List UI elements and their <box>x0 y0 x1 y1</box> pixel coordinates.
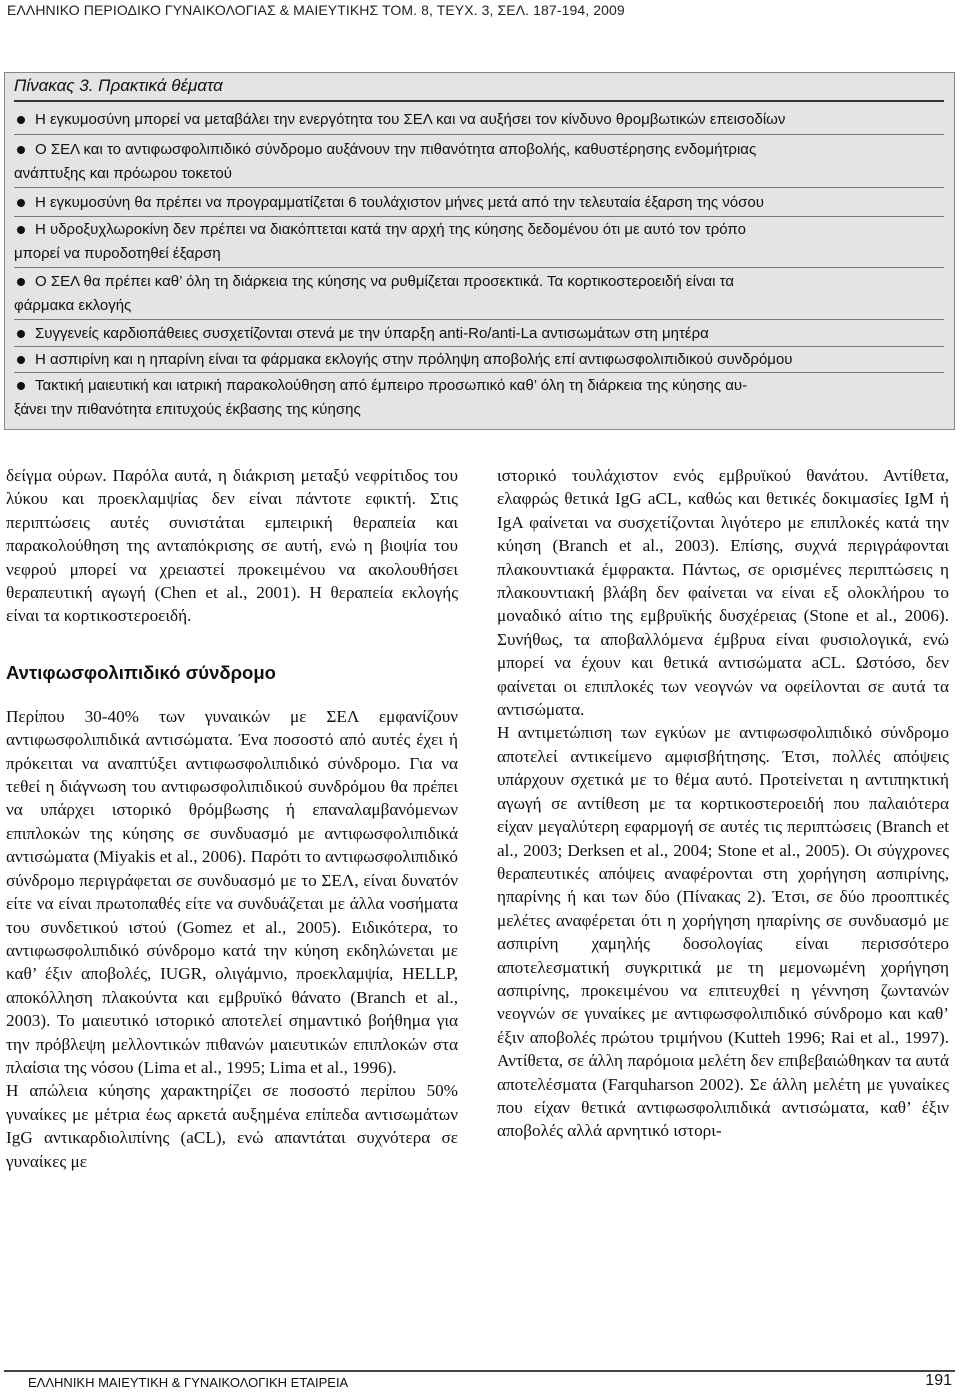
table-row-rule <box>14 319 944 320</box>
table-item: Ο ΣΕΛ θα πρέπει καθ’ όλη τη διάρκεια της κύησης να ρυθμίζεται προσεκτικά. Τα κορτικοστεροειδή είναι τα <box>14 270 942 294</box>
table-item-continuation: μπορεί να πυροδοτηθεί έξαρση <box>14 245 221 262</box>
bullet-icon <box>17 116 25 124</box>
left-column <box>6 464 458 1173</box>
table-row-rule <box>14 187 944 188</box>
footer-rule <box>4 1370 955 1372</box>
bullet-icon <box>17 199 25 207</box>
page-number: 191 <box>925 1372 952 1389</box>
table-row-rule <box>14 372 944 373</box>
table-item-continuation: φάρμακα εκλογής <box>14 297 132 314</box>
bullet-icon <box>17 356 25 364</box>
table-item: Η ασπιρίνη και η ηπαρίνη είναι τα φάρμακα εκλογής στην πρόληψη αποβολής επί αντιφωσφολιπιδικού συνδρόμου <box>14 348 942 372</box>
right-column <box>497 464 949 1143</box>
bullet-icon <box>17 146 25 154</box>
section-heading: Αντιφωσφολιπιδικό σύνδρομο <box>6 661 276 683</box>
footer-society: ΕΛΛΗΝΙΚΗ ΜΑΙΕΥΤΙΚΗ & ΓΥΝΑΙΚΟΛΟΓΙΚΗ ΕΤΑΙΡΕΙΑ <box>28 1375 349 1390</box>
body-paragraph: Η απώλεια κύησης χαρακτηρίζει σε ποσοστό περίπου 50% γυναίκες με μέτρια έως αρκετά αυξημένα επίπεδα αντισωμάτων IgG αντικαρδιολιπίνης (aCL), ενώ απαντάται συχνότερα σε γυναίκες με <box>6 1081 458 1171</box>
table-row-rule <box>14 346 944 347</box>
table-item: Η υδροξυχλωροκίνη δεν πρέπει να διακόπτεται κατά την αρχή της κύησης δεδομένου ότι με αυτό τον τρόπο <box>14 218 942 242</box>
running-head: ΕΛΛΗΝΙΚΟ ΠΕΡΙΟΔΙΚΟ ΓΥΝΑΙΚΟΛΟΓΙΑΣ & ΜΑΙΕΥΤΙΚΗΣ ΤΟΜ. 8, ΤΕΥΧ. 3, ΣΕΛ. 187-194, 2009 <box>7 2 625 18</box>
table-item: Τακτική μαιευτική και ιατρική παρακολούθηση από έμπειρο προσωπικό καθ’ όλη τη διάρκεια της κύησης αυ- <box>14 374 942 398</box>
table-top-rule <box>14 100 944 102</box>
bullet-icon <box>17 278 25 286</box>
table-item: Η εγκυμοσύνη μπορεί να μεταβάλει την ενεργότητα του ΣΕΛ και να αυξήσει τον κίνδυνο θρομβωτικών επεισοδίων <box>14 108 942 132</box>
bullet-icon <box>17 382 25 390</box>
body-paragraph: Η αντιμετώπιση των εγκύων με αντιφωσφολιπιδικό σύνδρομο αποτελεί αντικείμενο αμφισβήτησης. Έτσι, πολλές απόψεις υπάρχουν σχετικά με το θέμα αυτό. Προτείνεται η αντιπηκτική αγωγή σε αντίθεση με τα κορτικοστεροειδή που παλαιότερα είχαν μεγαλύτερη εφαρμογή σε αυτές τις περιπτώσεις (Branch et al., 2003; Derksen et al., 2004; Stone et al., 2005). Οι σύγχρονες θεραπευτικές απόψεις αναφέρονται στη χορήγηση ασπιρίνης, ηπαρίνης ή και των δύο (Πίνακας 2). Έτσι, σε δύο προοπτικές μελέτες αναφέρεται ότι η χορήγηση ηπαρίνης σε συνδυασμό με ασπιρίνη χαμηλής δοσολογίας είναι περισσότερο αποτελεσματική συγκριτικά με τη μεμονωμένη χορήγηση ασπιρίνης, προκειμένου να επιτευχθεί η γέννηση ζωντανών νεογνών σε γυναίκες με αντιφωσφολιπιδικό σύνδρομο και καθ’ έξιν αποβολές πρώτου τριμήνου (Kutteh 1996; Rai et al., 1997). Αντίθετα, σε άλλη παρόμοια μελέτη δεν επιβεβαιώθηκαν τα αυτά αποτελέσματα (Farquharson 2002). Σε άλλη μελέτη με γυναίκες που είχαν θετικά αντιφωσφολιπιδικά αντισώματα, καθ’ έξιν αποβολές αλλά αρνητικό ιστορι- <box>497 723 949 1141</box>
body-paragraph: Περίπου 30-40% των γυναικών με ΣΕΛ εμφανίζουν αντιφωσφολιπιδικά αντισώματα. Ένα ποσοστό από αυτές έχει ή πρόκειται να αναπτύξει αντιφωσφολιπιδικό σύνδρομο. Για να τεθεί η διάγνωση του αντιφωσφολιπιδικού συνδρόμου θα πρέπει να υπάρχει ιστορικό θρόμβωσης ή επαναλαμβανόμενων επιπλοκών της κύησης σε συνδυασμό με αντιφωσφολιπιδικά αντισώματα (Miyakis et al., 2006). Παρότι το αντιφωσφολιπιδικό σύνδρομο περιγράφεται σε συνδυασμό με το ΣΕΛ, είναι δυνατόν είτε να είναι πρωτοπαθές είτε να συνδυάζεται με άλλα νοσήματα του συνδετικού ιστού (Gomez et al., 2005). Ειδικότερα, το αντιφωσφολιπιδικό σύνδρομο κατά την κύηση εκδηλώνεται με καθ’ έξιν αποβολές, IUGR, ολιγάμνιο, προεκλαμψία, HELLP, αποκόλληση πλακούντα και εμβρυϊκό θάνατο (Branch et al., 2003). Το μαιευτικό ιστορικό αποτελεί σημαντικό βοήθημα για την πρόβλεψη μελλοντικών πιθανών μαιευτικών επιπλοκών στα πλαίσια της νόσου (Lima et al., 1995; Lima et al., 1996). <box>6 706 458 1077</box>
table-row-rule <box>14 267 944 268</box>
bullet-icon <box>17 330 25 338</box>
table-title: Πίνακας 3. Πρακτικά θέματα <box>14 76 223 95</box>
body-paragraph: δείγμα ούρων. Παρόλα αυτά, η διάκριση μεταξύ νεφρίτιδος του λύκου και προεκλαμψίας δεν είναι πάντοτε εφικτή. Στις περιπτώσεις αυτές συνιστάται εμπειρική θεραπεία και παρακολούθηση της ανταπόκρισης σε αυτή, ενώ η βιοψία του νεφρού μπορεί να χρειαστεί προκειμένου να ακολουθήσει θεραπευτική αγωγή (Chen et al., 2001). Η θεραπεία εκλογής είναι τα κορτικοστεροειδή. <box>6 466 458 626</box>
table-item: Η εγκυμοσύνη θα πρέπει να προγραμματίζεται 6 τουλάχιστον μήνες μετά από την τελευταία έξαρση της νόσου <box>14 191 942 215</box>
table-item: Συγγενείς καρδιοπάθειες συσχετίζονται στενά με την ύπαρξη anti-Ro/anti-La αντισωμάτων στη μητέρα <box>14 322 942 346</box>
table-item-continuation: ξάνει την πιθανότητα επιτυχούς έκβασης της κύησης <box>14 401 361 418</box>
body-paragraph: ιστορικό τουλάχιστον ενός εμβρυϊκού θανάτου. Αντίθετα, ελαφρώς θετικά IgG aCL, καθώς και θετικές δοκιμασίες IgM ή IgA φαίνεται να συσχετίζονται λιγότερο με επιπλοκές κατά την κύηση (Branch et al., 2003). Επίσης, συχνά περιγράφονται πλακουντιακά έμφρακτα. Πάντως, σε ορισμένες περιπτώσεις η πλακουντιακή βλάβη δεν φαίνεται να είναι εξ ολοκλήρου το μοναδικό αίτιο της εμβρυϊκής δυσχέρειας (Stone et al., 2006). Συνήθως, τα αποβαλλόμενα έμβρυα είναι φυσιολογικά, ενώ μπορεί να έχουν και θετικά αντισώματα aCL. Ωστόσο, δεν φαίνεται οι επιπλοκές των νεογνών να οφείλονται σε αυτά τα αντισώματα. <box>497 466 949 720</box>
table-row-rule <box>14 216 944 217</box>
table-row-rule <box>14 134 944 135</box>
table-item: Ο ΣΕΛ και το αντιφωσφολιπιδικό σύνδρομο αυξάνουν την πιθανότητα αποβολής, καθυστέρησης ενδομήτριας <box>14 138 942 162</box>
table-item-continuation: ανάπτυξης και πρόωρου τοκετού <box>14 165 232 182</box>
bullet-icon <box>17 226 25 234</box>
